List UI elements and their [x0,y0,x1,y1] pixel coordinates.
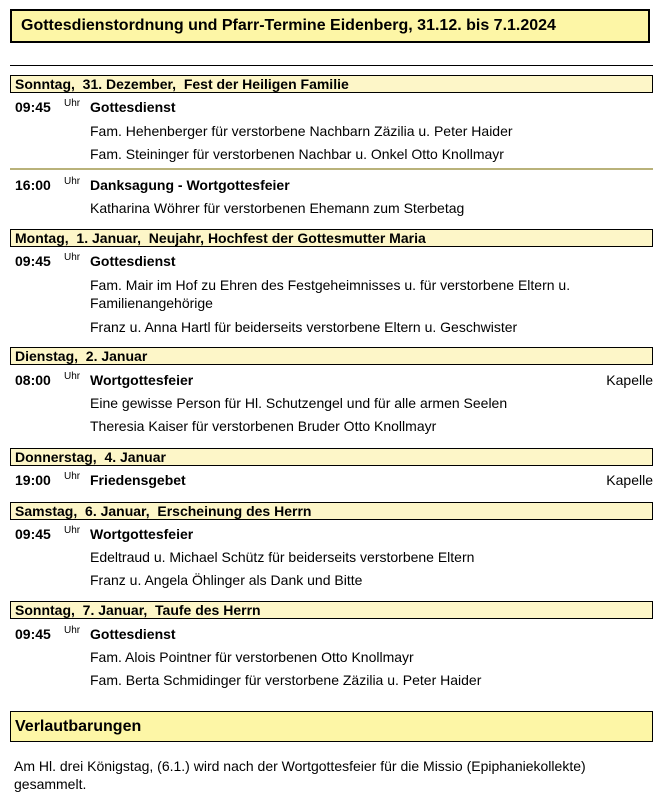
mass-intention: Fam. Alois Pointner für verstorbenen Otto Knollmayr [90,649,414,665]
mass-intention: Franz u. Angela Öhlinger als Dank und Bitte [90,572,363,588]
day-heading-2-jan: Dienstag, 2. Januar [10,347,653,365]
day-heading-6-jan: Samstag, 6. Januar, Erscheinung des Herrn [10,502,653,520]
day-heading-7-jan: Sonntag, 7. Januar, Taufe des Herrn [10,601,653,619]
service-time: 19:00 [15,472,51,488]
service-time: 09:45 [15,253,51,269]
service-name: Wortgottesfeier [90,372,194,388]
mass-intention: Fam. Steininger für verstorbenen Nachbar u. Onkel Otto Knollmayr [90,146,504,162]
mass-intention: Theresia Kaiser für verstorbenen Bruder Otto Knollmayr [90,418,437,434]
service-name: Gottesdienst [90,626,176,642]
service-time: 09:45 [15,526,51,542]
announcements-text: Am Hl. drei Königstag, (6.1.) wird nach der Wortgottesfeier für die Missio (Epiphaniekollekte) gesammelt. [14,758,586,792]
service-time: 08:00 [15,372,51,388]
divider [10,168,653,170]
uhr-label: Uhr [64,471,81,482]
service-name: Friedensgebet [90,472,186,488]
uhr-label: Uhr [64,176,81,187]
service-name: Danksagung - Wortgottesfeier [90,177,290,193]
mass-intention: Fam. Mair im Hof zu Ehren des Festgeheimnisses u. für verstorbene Eltern u. Familienangehörige [90,277,571,311]
mass-intention: Fam. Hehenberger für verstorbene Nachbarn Zäzilia u. Peter Haider [90,123,513,139]
announcements-heading: Verlautbarungen [10,711,653,742]
divider [10,65,653,66]
uhr-label: Uhr [64,525,81,536]
service-name: Gottesdienst [90,99,176,115]
service-name: Gottesdienst [90,253,176,269]
day-heading-31-dec: Sonntag, 31. Dezember, Fest der Heiligen Familie [10,75,653,93]
location-label: Kapelle [606,472,653,488]
uhr-label: Uhr [64,98,81,109]
service-time: 16:00 [15,177,51,193]
service-time: 09:45 [15,626,51,642]
mass-intention: Franz u. Anna Hartl für beiderseits verstorbene Eltern u. Geschwister [90,319,518,335]
mass-intention: Eine gewisse Person für Hl. Schutzengel und für alle armen Seelen [90,395,508,411]
page-title: Gottesdienstordnung und Pfarr-Termine Eidenberg, 31.12. bis 7.1.2024 [10,9,650,43]
uhr-label: Uhr [64,625,81,636]
uhr-label: Uhr [64,252,81,263]
mass-intention: Edeltraud u. Michael Schütz für beiderseits verstorbene Eltern [90,549,475,565]
mass-intention: Katharina Wöhrer für verstorbenen Ehemann zum Sterbetag [90,200,465,216]
day-heading-4-jan: Donnerstag, 4. Januar [10,448,653,466]
day-heading-1-jan: Montag, 1. Januar, Neujahr, Hochfest der Gottesmutter Maria [10,229,653,247]
service-name: Wortgottesfeier [90,526,194,542]
location-label: Kapelle [606,372,653,388]
mass-intention: Fam. Berta Schmidinger für verstorbene Zäzilia u. Peter Haider [90,672,482,688]
service-time: 09:45 [15,99,51,115]
uhr-label: Uhr [64,371,81,382]
